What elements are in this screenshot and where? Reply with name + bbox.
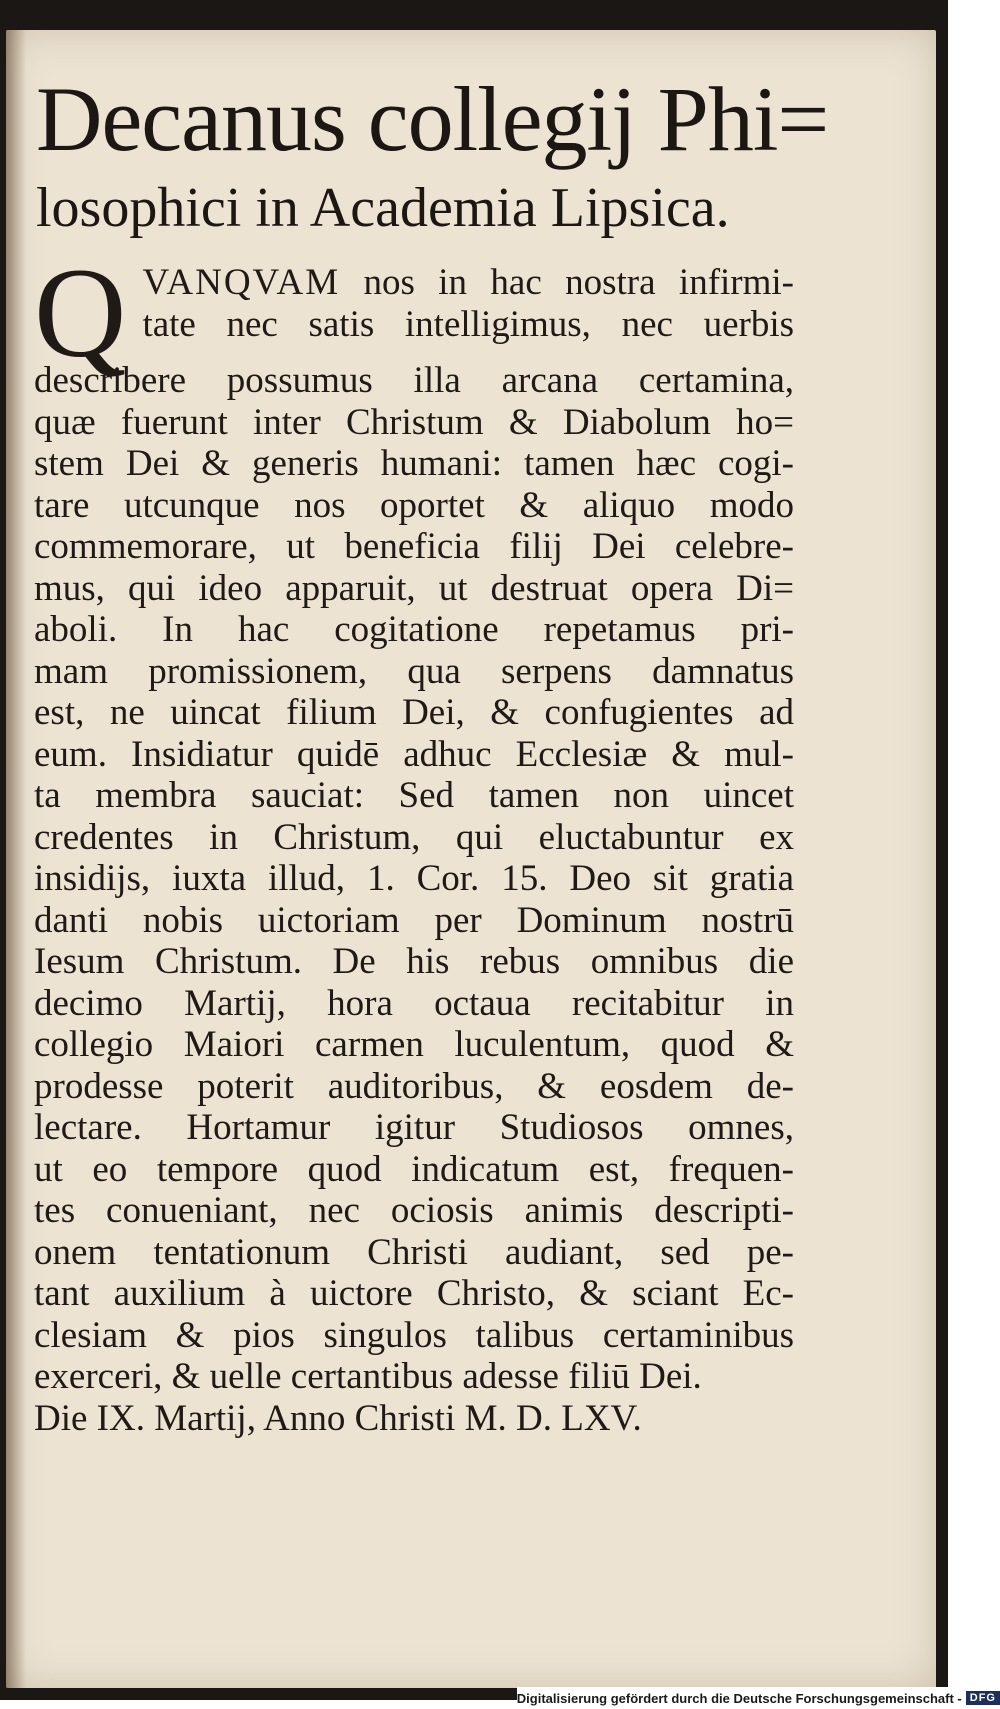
text-line: ta membra sauciat: Sed tamen non uincet xyxy=(34,775,794,816)
text-line: est, ne uincat filium Dei, & confugientes ad xyxy=(34,692,794,733)
text-line: tes conueniant, nec ociosis animis descripti- xyxy=(34,1190,794,1231)
text-line: danti nobis uictoriam per Dominum nostrū xyxy=(34,899,794,941)
text-line: prodesse poterit auditoribus, & eosdem de- xyxy=(34,1065,794,1107)
small-caps-opening: VANQVAM xyxy=(142,262,341,303)
text-line: clesiam & pios singulos talibus certaminibus xyxy=(34,1314,794,1356)
text-line: collegio Maiori carmen luculentum, quod & xyxy=(34,1024,794,1065)
title-line-1: Decanus collegij Phi= xyxy=(36,68,829,170)
text-line: mam promissionem, qua serpens damnatus xyxy=(34,650,794,692)
text-line: quæ fuerunt inter Christum & Diabolum ho= xyxy=(34,401,794,443)
first-line-rest: nos in hac nostra infirmi- xyxy=(363,262,795,303)
text-line: lectare. Hortamur igitur Studiosos omnes, xyxy=(34,1107,794,1148)
text-line: ut eo tempore quod indicatum est, frequen- xyxy=(34,1148,794,1190)
credit-text: Digitalisierung gefördert durch die Deutsche Forschungsgemeinschaft - xyxy=(516,1690,962,1706)
digitization-credit xyxy=(517,1687,1000,1709)
text-line: tant auxilium à uictore Christo, & sciant Ec- xyxy=(34,1273,794,1314)
text-line: tate nec satis intelligimus, nec uerbis xyxy=(142,303,794,345)
text-line: aboli. In hac cogitatione repetamus pri- xyxy=(34,609,794,650)
title-line-2: losophici in Academia Lipsica. xyxy=(36,177,730,239)
text-line: tare utcunque nos oportet & aliquo modo xyxy=(34,484,794,526)
text-line: exerceri, & uelle certantibus adesse filiū Dei. xyxy=(34,1356,702,1397)
page-spine-shadow xyxy=(6,30,26,1688)
date-line: Die IX. Martij, Anno Christi M. D. LXV. xyxy=(34,1397,642,1439)
drop-capital: Q xyxy=(34,242,127,384)
text-line: describere possumus illa arcana certamina, xyxy=(34,360,794,401)
dfg-logo: DFG xyxy=(966,1691,1000,1705)
text-line-first xyxy=(34,262,794,304)
body-text xyxy=(34,242,795,1439)
text-line: credentes in Christum, qui eluctabuntur ex xyxy=(34,816,794,858)
text-line: onem tentationum Christi audiant, sed pe- xyxy=(34,1231,794,1273)
text-line: Iesum Christum. De his rebus omnibus die xyxy=(34,941,794,982)
page-title xyxy=(36,68,829,248)
text-line: eum. Insidiatur quidē adhuc Ecclesiæ & mul- xyxy=(34,733,794,775)
text-line: decimo Martij, hora octaua recitabitur in xyxy=(34,982,794,1024)
text-line: mus, qui ideo apparuit, ut destruat opera Di= xyxy=(34,567,794,609)
text-line: commemorare, ut beneficia filij Dei celebre- xyxy=(34,526,794,567)
text-line: insidijs, iuxta illud, 1. Cor. 15. Deo sit gratia xyxy=(34,858,794,899)
text-line: stem Dei & generis humani: tamen hæc cogi- xyxy=(34,443,794,484)
